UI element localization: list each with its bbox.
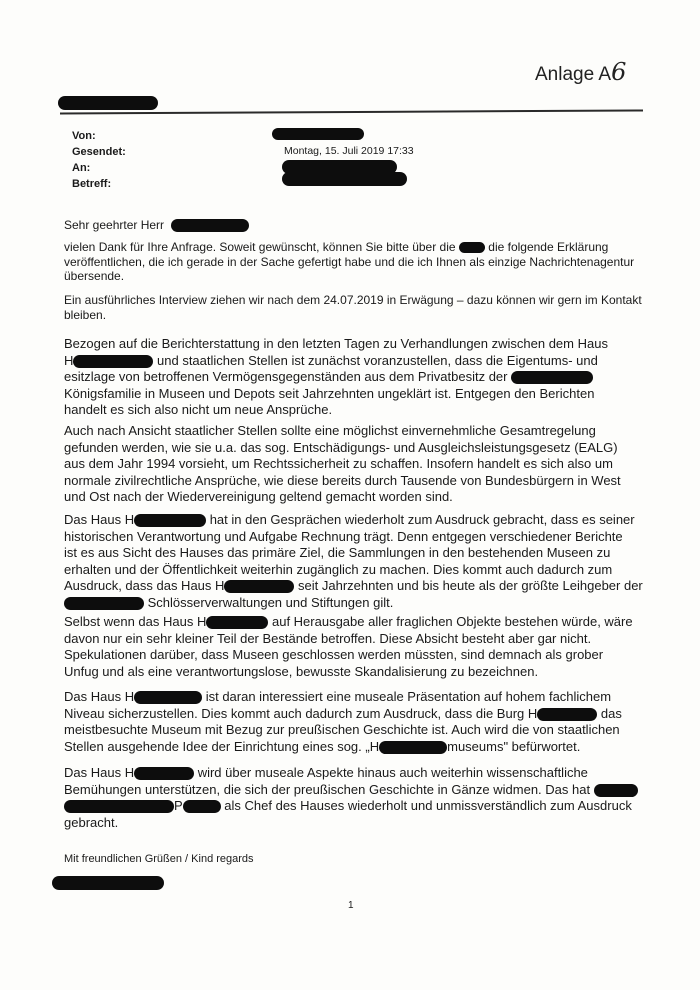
body-line: Bemühungen unterstützen, die sich der preußischen Geschichte in Gänze widmen. Das hat bbox=[64, 782, 644, 799]
body-line: Das Haus H hat in den Gesprächen wiederholt zum Ausdruck gebracht, dass es seiner bbox=[64, 512, 635, 527]
redacted-from bbox=[272, 128, 364, 140]
body-line: esitzlage von betroffenen Vermögensgegenständen aus dem Privatbesitz der bbox=[64, 369, 644, 386]
body-line: Das Haus H wird über museale Aspekte hinaus auch weiterhin wissenschaftliche bbox=[64, 765, 588, 780]
annex-label: Anlage A bbox=[535, 64, 612, 85]
body-line: gebracht. bbox=[64, 814, 119, 830]
body-line: aus dem Jahr 1994 vorsieht, um Rechtssicherheit zu schaffen. Insofern handelt es sich also um bbox=[64, 456, 613, 471]
salutation bbox=[64, 218, 644, 233]
body-line: Niveau sicherzustellen. Dies kommt auch dadurch zum Ausdruck, dass die Burg H das bbox=[64, 705, 622, 721]
intro-line: veröffentlichen, die ich gerade in der Sache gefertigt habe und die ich Ihnen als einzige Nachrichtenagentur bbox=[64, 254, 635, 269]
redacted-name bbox=[379, 741, 447, 754]
body-paragraph-6 bbox=[64, 765, 644, 831]
body-line: meistbesuchte Museum mit Bezug zur preußischen Geschichte ist. Auch wird die von staatlichen bbox=[64, 722, 620, 737]
redacted-name bbox=[134, 767, 194, 780]
redacted-name bbox=[134, 691, 202, 704]
body-line: Stellen ausgehende Idee der Einrichtung eines sog. „H museums" befürwortet. bbox=[64, 738, 581, 754]
body-line: Selbst wenn das Haus H auf Herausgabe aller fraglichen Objekte bestehen würde, wäre bbox=[64, 614, 633, 629]
closing: Mit freundlichen Grüßen / Kind regards bbox=[64, 853, 254, 865]
intro-paragraph bbox=[64, 240, 644, 284]
body-line: Bezogen auf die Berichterstattung in den letzten Tagen zu Verhandlungen zwischen dem Haus bbox=[64, 336, 608, 351]
sent-label: Gesendet: bbox=[72, 146, 126, 158]
interview-line: Ein ausführliches Interview ziehen wir nach dem 24.07.2019 in Erwägung – dazu können wir gern im Kontakt bbox=[64, 293, 642, 307]
body-paragraph-4 bbox=[64, 614, 644, 680]
body-line: Unfug und als eine verantwortungslose, bewusste Skandalisierung zu bezeichnen. bbox=[64, 663, 539, 679]
interview-line: bleiben. bbox=[64, 307, 107, 322]
sent-value: Montag, 15. Juli 2019 17:33 bbox=[284, 145, 414, 157]
redacted-name bbox=[134, 514, 206, 527]
annex-number: 6 bbox=[611, 58, 627, 86]
body-line: Ausdruck, dass das Haus H seit Jahrzehnten und bis heute als der größte Leihgeber der bbox=[64, 578, 643, 593]
interview-paragraph bbox=[64, 293, 644, 322]
annex-stamp bbox=[535, 58, 626, 86]
redacted-name bbox=[537, 708, 597, 721]
intro-line: vielen Dank für Ihre Anfrage. Soweit gewünscht, können Sie bitte über die bbox=[64, 240, 456, 254]
body-line: P als Chef des Hauses wiederholt und unmissverständlich zum Ausdruck bbox=[64, 798, 644, 815]
body-line: Spekulationen darüber, dass Museen geschlossen werden müssten, sind demnach als grober bbox=[64, 647, 604, 662]
redacted-signature-name bbox=[52, 876, 164, 890]
redacted-subject bbox=[282, 172, 407, 186]
body-line: historischen Verantwortung und Aufgabe Rechnung trägt. Denn entgegen verschiedener Berichte bbox=[64, 528, 623, 544]
redacted-name bbox=[64, 800, 174, 813]
header-divider bbox=[60, 109, 643, 114]
body-line: gefunden werden, wie sie u.a. das sog. Entschädigungs- und Ausgleichsleistungsgesetz (EALG) bbox=[64, 439, 618, 455]
body-line: Das Haus H ist daran interessiert eine museale Präsentation auf hohem fachlichem bbox=[64, 689, 612, 704]
body-line: Schlösserverwaltungen und Stiftungen gilt. bbox=[64, 595, 644, 612]
redacted-name bbox=[73, 355, 153, 368]
body-paragraph-3 bbox=[64, 512, 644, 611]
body-paragraph-5 bbox=[64, 689, 644, 755]
body-line: davon nur ein sehr kleiner Teil der Bestände betroffen. Diese Absicht besteht aber gar nicht. bbox=[64, 630, 592, 646]
body-line: Königsfamilie in Museen und Depots seit Jahrzehnten ungeklärt ist. Entgegen den Berichten bbox=[64, 385, 595, 401]
redacted-name bbox=[511, 371, 593, 384]
redacted-name bbox=[594, 784, 638, 797]
redacted-recipient bbox=[171, 219, 249, 232]
body-line: handelt es sich also nicht um neue Ansprüche. bbox=[64, 402, 333, 417]
body-line: ist es aus Sicht des Hauses das primäre Ziel, die Sammlungen in den bestehenden Museen zu bbox=[64, 545, 611, 560]
intro-line: die folgende Erklärung bbox=[488, 240, 609, 254]
body-line: erhalten und der Öffentlichkeit weiterhin zugänglich zu machen. Dies kommt auch dadurch zum bbox=[64, 561, 613, 577]
intro-line: übersende. bbox=[64, 269, 125, 283]
redacted-name bbox=[224, 580, 294, 593]
redacted-name bbox=[183, 800, 221, 813]
page-number: 1 bbox=[348, 900, 354, 911]
salutation-text: Sehr geehrter Herr bbox=[64, 218, 165, 232]
redacted-sender-name bbox=[58, 96, 158, 110]
redacted-name bbox=[206, 616, 268, 629]
body-line: Auch nach Ansicht staatlicher Stellen sollte eine möglichst einvernehmliche Gesamtregelung bbox=[64, 423, 596, 438]
to-label: An: bbox=[72, 162, 91, 174]
subject-label: Betreff: bbox=[72, 178, 112, 190]
redacted-name bbox=[64, 597, 144, 610]
redacted-agency bbox=[459, 242, 485, 253]
body-line: H und staatlichen Stellen ist zunächst voranzustellen, dass die Eigentums- und bbox=[64, 352, 598, 368]
body-line: und Ost nach der Wiedervereinigung geltend gemacht worden sind. bbox=[64, 489, 453, 504]
body-paragraph-2 bbox=[64, 423, 644, 506]
body-paragraph-1 bbox=[64, 336, 644, 419]
from-label: Von: bbox=[72, 130, 96, 142]
body-line: normale zivilrechtliche Ansprüche, wie diese bereits durch Tausende von Bundesbürgern in West bbox=[64, 472, 621, 488]
